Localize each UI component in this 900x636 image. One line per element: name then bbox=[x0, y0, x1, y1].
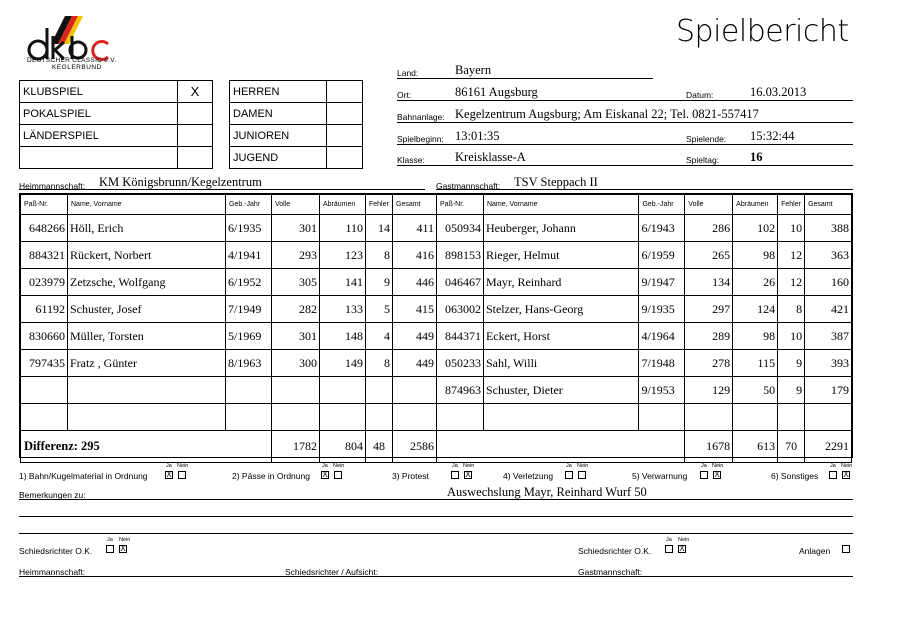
table-cell[interactable] bbox=[366, 404, 393, 431]
heimmannschaft-label: Heimmannschaft: bbox=[19, 181, 86, 191]
league-type-label: JUGEND bbox=[230, 147, 327, 169]
table-cell[interactable] bbox=[272, 377, 320, 404]
question-nein-checkbox[interactable]: X bbox=[465, 470, 471, 479]
table-cell[interactable]: 411 bbox=[393, 215, 437, 242]
column-header: Geb.-Jahr bbox=[226, 195, 272, 215]
total-cell: 804 bbox=[320, 431, 366, 463]
ja-label: Ja bbox=[322, 463, 328, 469]
table-cell[interactable]: 110 bbox=[320, 215, 366, 242]
referee-ok-ja-checkbox[interactable] bbox=[106, 545, 114, 553]
table-cell[interactable]: 50 bbox=[733, 377, 778, 404]
table-cell[interactable]: Sahl, Willi bbox=[483, 350, 639, 377]
table-cell[interactable]: Rieger, Helmut bbox=[483, 242, 639, 269]
table-cell[interactable]: 5/1969 bbox=[226, 323, 272, 350]
table-cell[interactable]: Fratz , Günter bbox=[68, 350, 226, 377]
table-cell[interactable]: 449 bbox=[393, 350, 437, 377]
signature-gast-label: Gastmannschaft: bbox=[578, 567, 643, 577]
difference-label: Differenz: 295 bbox=[21, 431, 272, 463]
table-cell[interactable]: 6/1935 bbox=[226, 215, 272, 242]
table-cell[interactable]: 9 bbox=[778, 377, 805, 404]
table-cell[interactable]: 61192 bbox=[21, 296, 68, 323]
question-ja-checkbox[interactable] bbox=[451, 471, 459, 479]
table-cell[interactable]: 9/1935 bbox=[639, 296, 685, 323]
table-cell[interactable]: Schuster, Dieter bbox=[483, 377, 639, 404]
table-cell[interactable]: 293 bbox=[272, 242, 320, 269]
table-row bbox=[21, 377, 437, 404]
table-cell[interactable]: 14 bbox=[366, 215, 393, 242]
table-cell[interactable]: 289 bbox=[685, 323, 733, 350]
table-cell[interactable]: 6/1943 bbox=[639, 215, 685, 242]
table-cell[interactable]: 98 bbox=[733, 242, 778, 269]
referee-ok-nein-checkbox-right[interactable]: X bbox=[679, 544, 685, 553]
table-row bbox=[437, 377, 852, 404]
ja-label: Ja bbox=[166, 463, 172, 469]
table-cell[interactable] bbox=[21, 377, 68, 404]
totals-row bbox=[437, 431, 852, 463]
table-row bbox=[21, 404, 437, 431]
table-cell[interactable] bbox=[320, 404, 366, 431]
table-cell[interactable] bbox=[805, 404, 852, 431]
league-type-mark[interactable] bbox=[327, 147, 363, 169]
column-header: Volle bbox=[272, 195, 320, 215]
heimmannschaft-value[interactable]: KM Königsbrunn/Kegelzentrum bbox=[99, 175, 262, 189]
referee-label-left: Schiedsrichter O.K. bbox=[19, 546, 93, 556]
attachments-checkbox[interactable] bbox=[842, 545, 850, 553]
table-cell[interactable]: 133 bbox=[320, 296, 366, 323]
table-cell[interactable]: Rückert, Norbert bbox=[68, 242, 226, 269]
question-label: 4) Verletzung bbox=[503, 471, 554, 481]
table-cell[interactable]: 10 bbox=[778, 215, 805, 242]
table-row bbox=[437, 404, 852, 431]
table-row bbox=[21, 215, 437, 242]
table-cell[interactable] bbox=[778, 404, 805, 431]
game-type-label: KLUBSPIEL bbox=[20, 81, 178, 103]
table-cell[interactable] bbox=[483, 404, 639, 431]
table-cell[interactable]: 050934 bbox=[437, 215, 484, 242]
table-cell[interactable]: 9 bbox=[778, 350, 805, 377]
league-type-mark[interactable] bbox=[327, 125, 363, 147]
table-cell[interactable]: 046467 bbox=[437, 269, 484, 296]
question-label: 5) Verwarnung bbox=[632, 471, 688, 481]
table-cell[interactable]: 8 bbox=[778, 296, 805, 323]
table-cell[interactable]: 874963 bbox=[437, 377, 484, 404]
game-type-label bbox=[20, 147, 178, 169]
away-team-table bbox=[436, 194, 852, 463]
league-type-label: HERREN bbox=[230, 81, 327, 103]
table-cell[interactable] bbox=[21, 404, 68, 431]
table-row bbox=[437, 242, 852, 269]
ja-label: Ja bbox=[830, 463, 836, 469]
table-cell[interactable] bbox=[733, 404, 778, 431]
table-cell[interactable]: 265 bbox=[685, 242, 733, 269]
table-cell[interactable]: 134 bbox=[685, 269, 733, 296]
table-cell[interactable]: 305 bbox=[272, 269, 320, 296]
table-cell[interactable]: 160 bbox=[805, 269, 852, 296]
column-header: Abräumen bbox=[320, 195, 366, 215]
table-cell[interactable]: 301 bbox=[272, 323, 320, 350]
table-row bbox=[21, 296, 437, 323]
klasse-label: Klasse: bbox=[397, 155, 425, 165]
column-header: Name, Vorname bbox=[483, 195, 639, 215]
logo-subtext: KEGLERBUND bbox=[52, 64, 102, 71]
table-cell[interactable]: Höll, Erich bbox=[68, 215, 226, 242]
total-cell: 613 bbox=[733, 431, 778, 463]
attachments-label: Anlagen bbox=[799, 546, 831, 556]
nein-label: Nein bbox=[712, 463, 724, 469]
question-nein-checkbox[interactable]: X bbox=[843, 470, 849, 479]
table-cell[interactable]: 023979 bbox=[21, 269, 68, 296]
table-cell[interactable] bbox=[272, 404, 320, 431]
league-type-box bbox=[229, 80, 363, 169]
table-cell[interactable]: 9/1953 bbox=[639, 377, 685, 404]
table-cell[interactable]: 063002 bbox=[437, 296, 484, 323]
table-cell[interactable]: 388 bbox=[805, 215, 852, 242]
total-cell: 70 bbox=[778, 431, 805, 463]
column-header: Paß-Nr. bbox=[437, 195, 484, 215]
table-cell[interactable]: 300 bbox=[272, 350, 320, 377]
table-cell[interactable]: 830660 bbox=[21, 323, 68, 350]
referee-ok-ja-checkbox-right[interactable] bbox=[665, 545, 673, 553]
table-cell[interactable]: 9/1947 bbox=[639, 269, 685, 296]
table-cell[interactable]: 123 bbox=[320, 242, 366, 269]
game-type-mark[interactable] bbox=[178, 103, 213, 125]
datum-label: Datum: bbox=[686, 90, 714, 100]
table-cell[interactable]: 12 bbox=[778, 269, 805, 296]
question-label: 6) Sonstiges bbox=[771, 471, 819, 481]
ort-label: Ort: bbox=[397, 90, 412, 100]
table-cell[interactable] bbox=[68, 377, 226, 404]
table-cell[interactable]: Stelzer, Hans-Georg bbox=[483, 296, 639, 323]
table-cell[interactable] bbox=[226, 404, 272, 431]
table-row bbox=[21, 269, 437, 296]
game-type-label: LÄNDERSPIEL bbox=[20, 125, 178, 147]
table-cell[interactable]: 844371 bbox=[437, 323, 484, 350]
table-cell[interactable]: Zetzsche, Wolfgang bbox=[68, 269, 226, 296]
ort-value[interactable]: 86161 Augsburg bbox=[455, 85, 538, 99]
table-cell[interactable]: Heuberger, Johann bbox=[483, 215, 639, 242]
table-cell[interactable]: 98 bbox=[733, 323, 778, 350]
table-cell[interactable]: 9 bbox=[366, 269, 393, 296]
table-row bbox=[437, 323, 852, 350]
page-title: Spielbericht bbox=[676, 14, 849, 49]
table-cell[interactable] bbox=[226, 377, 272, 404]
league-type-label: DAMEN bbox=[230, 103, 327, 125]
table-cell[interactable]: 4/1964 bbox=[639, 323, 685, 350]
table-cell[interactable]: 297 bbox=[685, 296, 733, 323]
column-header: Fehler bbox=[366, 195, 393, 215]
referee-label-right: Schiedsrichter O.K. bbox=[578, 546, 652, 556]
nein-label: Nein bbox=[463, 463, 475, 469]
table-cell[interactable]: Eckert, Horst bbox=[483, 323, 639, 350]
signature-heim-label: Heimmannschaft: bbox=[19, 567, 86, 577]
game-type-box bbox=[19, 80, 213, 169]
total-cell: 2586 bbox=[393, 431, 437, 463]
table-cell[interactable]: 416 bbox=[393, 242, 437, 269]
table-cell[interactable]: 5 bbox=[366, 296, 393, 323]
referee-ok-nein-checkbox[interactable]: X bbox=[120, 544, 126, 553]
total-cell: 1678 bbox=[685, 431, 733, 463]
league-type-label: JUNIOREN bbox=[230, 125, 327, 147]
table-cell[interactable]: 141 bbox=[320, 269, 366, 296]
question-nein-checkbox[interactable] bbox=[578, 471, 586, 479]
klasse-value[interactable]: Kreisklasse-A bbox=[455, 150, 526, 164]
table-cell[interactable]: 449 bbox=[393, 323, 437, 350]
signature-schiri-label: Schiedsrichter / Aufsicht: bbox=[285, 567, 379, 577]
total-cell: 48 bbox=[366, 431, 393, 463]
table-cell[interactable]: 393 bbox=[805, 350, 852, 377]
nein-label: Nein bbox=[177, 463, 189, 469]
table-cell[interactable]: Schuster, Josef bbox=[68, 296, 226, 323]
table-cell[interactable]: 10 bbox=[778, 323, 805, 350]
table-cell[interactable]: 363 bbox=[805, 242, 852, 269]
table-cell[interactable]: 26 bbox=[733, 269, 778, 296]
question-ja-checkbox[interactable]: X bbox=[322, 470, 328, 479]
gastmannschaft-label: Gastmannschaft: bbox=[436, 181, 501, 191]
table-cell[interactable]: 415 bbox=[393, 296, 437, 323]
remarks-label: Bemerkungen zu: bbox=[19, 490, 86, 500]
table-cell[interactable]: 115 bbox=[733, 350, 778, 377]
table-cell[interactable]: 102 bbox=[733, 215, 778, 242]
table-cell[interactable]: 8 bbox=[366, 350, 393, 377]
question-label: 2) Pässe in Ordnung bbox=[232, 471, 310, 481]
game-type-mark[interactable] bbox=[178, 125, 213, 147]
column-header: Name, Vorname bbox=[68, 195, 226, 215]
question-nein-checkbox[interactable]: X bbox=[714, 470, 720, 479]
logo-text: DEUTSCHER CLASSIC e.V. bbox=[27, 57, 117, 64]
table-row bbox=[437, 350, 852, 377]
spieltag-label: Spieltag: bbox=[686, 155, 720, 165]
datum-value[interactable]: 16.03.2013 bbox=[750, 85, 807, 99]
ja-label: Ja bbox=[701, 463, 707, 469]
column-header: Gesamt bbox=[393, 195, 437, 215]
table-cell[interactable]: 4 bbox=[366, 323, 393, 350]
table-row bbox=[437, 215, 852, 242]
table-cell[interactable]: 421 bbox=[805, 296, 852, 323]
spieltag-value[interactable]: 16 bbox=[750, 150, 763, 164]
ja-label: Ja bbox=[452, 463, 458, 469]
ja-label: Ja bbox=[566, 463, 572, 469]
bahnanlage-label: Bahnanlage: bbox=[397, 112, 445, 122]
nein-label: Nein bbox=[333, 463, 345, 469]
table-cell[interactable] bbox=[393, 404, 437, 431]
question-ja-checkbox[interactable] bbox=[565, 471, 573, 479]
table-row bbox=[21, 350, 437, 377]
table-cell[interactable]: 4/1941 bbox=[226, 242, 272, 269]
nein-label: Nein bbox=[577, 463, 589, 469]
table-cell[interactable]: 6/1959 bbox=[639, 242, 685, 269]
table-cell[interactable] bbox=[393, 377, 437, 404]
bahnanlage-value[interactable]: Kegelzentrum Augsburg; Am Eiskanal 22; Tel. 0821-557417 bbox=[455, 107, 759, 121]
total-cell: 2291 bbox=[805, 431, 852, 463]
score-table bbox=[19, 193, 853, 458]
spielbeginn-value[interactable]: 13:01:35 bbox=[455, 129, 500, 143]
column-header: Gesamt bbox=[805, 195, 852, 215]
table-cell[interactable] bbox=[366, 377, 393, 404]
table-cell[interactable]: 301 bbox=[272, 215, 320, 242]
table-cell[interactable]: 8/1963 bbox=[226, 350, 272, 377]
league-type-mark[interactable] bbox=[327, 81, 363, 103]
table-cell[interactable]: Müller, Torsten bbox=[68, 323, 226, 350]
table-cell[interactable]: 129 bbox=[685, 377, 733, 404]
table-cell[interactable]: 12 bbox=[778, 242, 805, 269]
game-type-mark[interactable] bbox=[178, 147, 213, 169]
nein-label: Nein bbox=[841, 463, 853, 469]
table-cell[interactable] bbox=[68, 404, 226, 431]
totals-row bbox=[21, 431, 437, 463]
table-row bbox=[21, 242, 437, 269]
table-cell[interactable]: 7/1948 bbox=[639, 350, 685, 377]
table-cell[interactable]: 6/1952 bbox=[226, 269, 272, 296]
question-ja-checkbox[interactable] bbox=[829, 471, 837, 479]
table-cell[interactable]: Mayr, Reinhard bbox=[483, 269, 639, 296]
question-ja-checkbox[interactable] bbox=[700, 471, 708, 479]
table-cell[interactable]: 148 bbox=[320, 323, 366, 350]
column-header: Geb.-Jahr bbox=[639, 195, 685, 215]
spielende-value[interactable]: 15:32:44 bbox=[750, 129, 795, 143]
table-cell[interactable] bbox=[320, 377, 366, 404]
table-cell[interactable]: 282 bbox=[272, 296, 320, 323]
question-nein-checkbox[interactable] bbox=[334, 471, 342, 479]
table-cell[interactable]: 124 bbox=[733, 296, 778, 323]
land-label: Land: bbox=[397, 68, 419, 78]
table-cell[interactable]: 179 bbox=[805, 377, 852, 404]
table-cell[interactable]: 884321 bbox=[21, 242, 68, 269]
spielbeginn-label: Spielbeginn: bbox=[397, 134, 444, 144]
table-cell[interactable]: 149 bbox=[320, 350, 366, 377]
table-cell[interactable] bbox=[437, 404, 484, 431]
table-cell[interactable]: 7/1949 bbox=[226, 296, 272, 323]
table-cell[interactable]: 278 bbox=[685, 350, 733, 377]
remarks-value[interactable]: Auswechslung Mayr, Reinhard Wurf 50 bbox=[447, 485, 647, 499]
game-type-label: POKALSPIEL bbox=[20, 103, 178, 125]
table-cell[interactable]: 648266 bbox=[21, 215, 68, 242]
table-cell[interactable] bbox=[685, 404, 733, 431]
gastmannschaft-value[interactable]: TSV Steppach II bbox=[514, 175, 598, 189]
table-row bbox=[21, 323, 437, 350]
spielende-label: Spielende: bbox=[686, 134, 727, 144]
question-nein-checkbox[interactable] bbox=[178, 471, 186, 479]
home-team-table bbox=[20, 194, 437, 463]
table-cell[interactable]: 387 bbox=[805, 323, 852, 350]
column-header: Fehler bbox=[778, 195, 805, 215]
table-row bbox=[437, 269, 852, 296]
table-cell[interactable]: 050233 bbox=[437, 350, 484, 377]
question-label: 3) Protest bbox=[392, 471, 429, 481]
table-row bbox=[437, 296, 852, 323]
table-cell[interactable] bbox=[639, 404, 685, 431]
table-cell[interactable]: 8 bbox=[366, 242, 393, 269]
table-cell[interactable]: 898153 bbox=[437, 242, 484, 269]
column-header: Volle bbox=[685, 195, 733, 215]
league-type-mark[interactable] bbox=[327, 103, 363, 125]
table-cell[interactable]: 446 bbox=[393, 269, 437, 296]
column-header: Paß-Nr. bbox=[21, 195, 68, 215]
question-ja-checkbox[interactable]: X bbox=[166, 470, 172, 479]
land-value[interactable]: Bayern bbox=[455, 63, 492, 77]
game-type-mark[interactable]: X bbox=[178, 81, 213, 103]
column-header: Abräumen bbox=[733, 195, 778, 215]
table-cell[interactable]: 797435 bbox=[21, 350, 68, 377]
total-cell: 1782 bbox=[272, 431, 320, 463]
table-cell[interactable]: 286 bbox=[685, 215, 733, 242]
question-label: 1) Bahn/Kugelmaterial in Ordnung bbox=[19, 471, 148, 481]
